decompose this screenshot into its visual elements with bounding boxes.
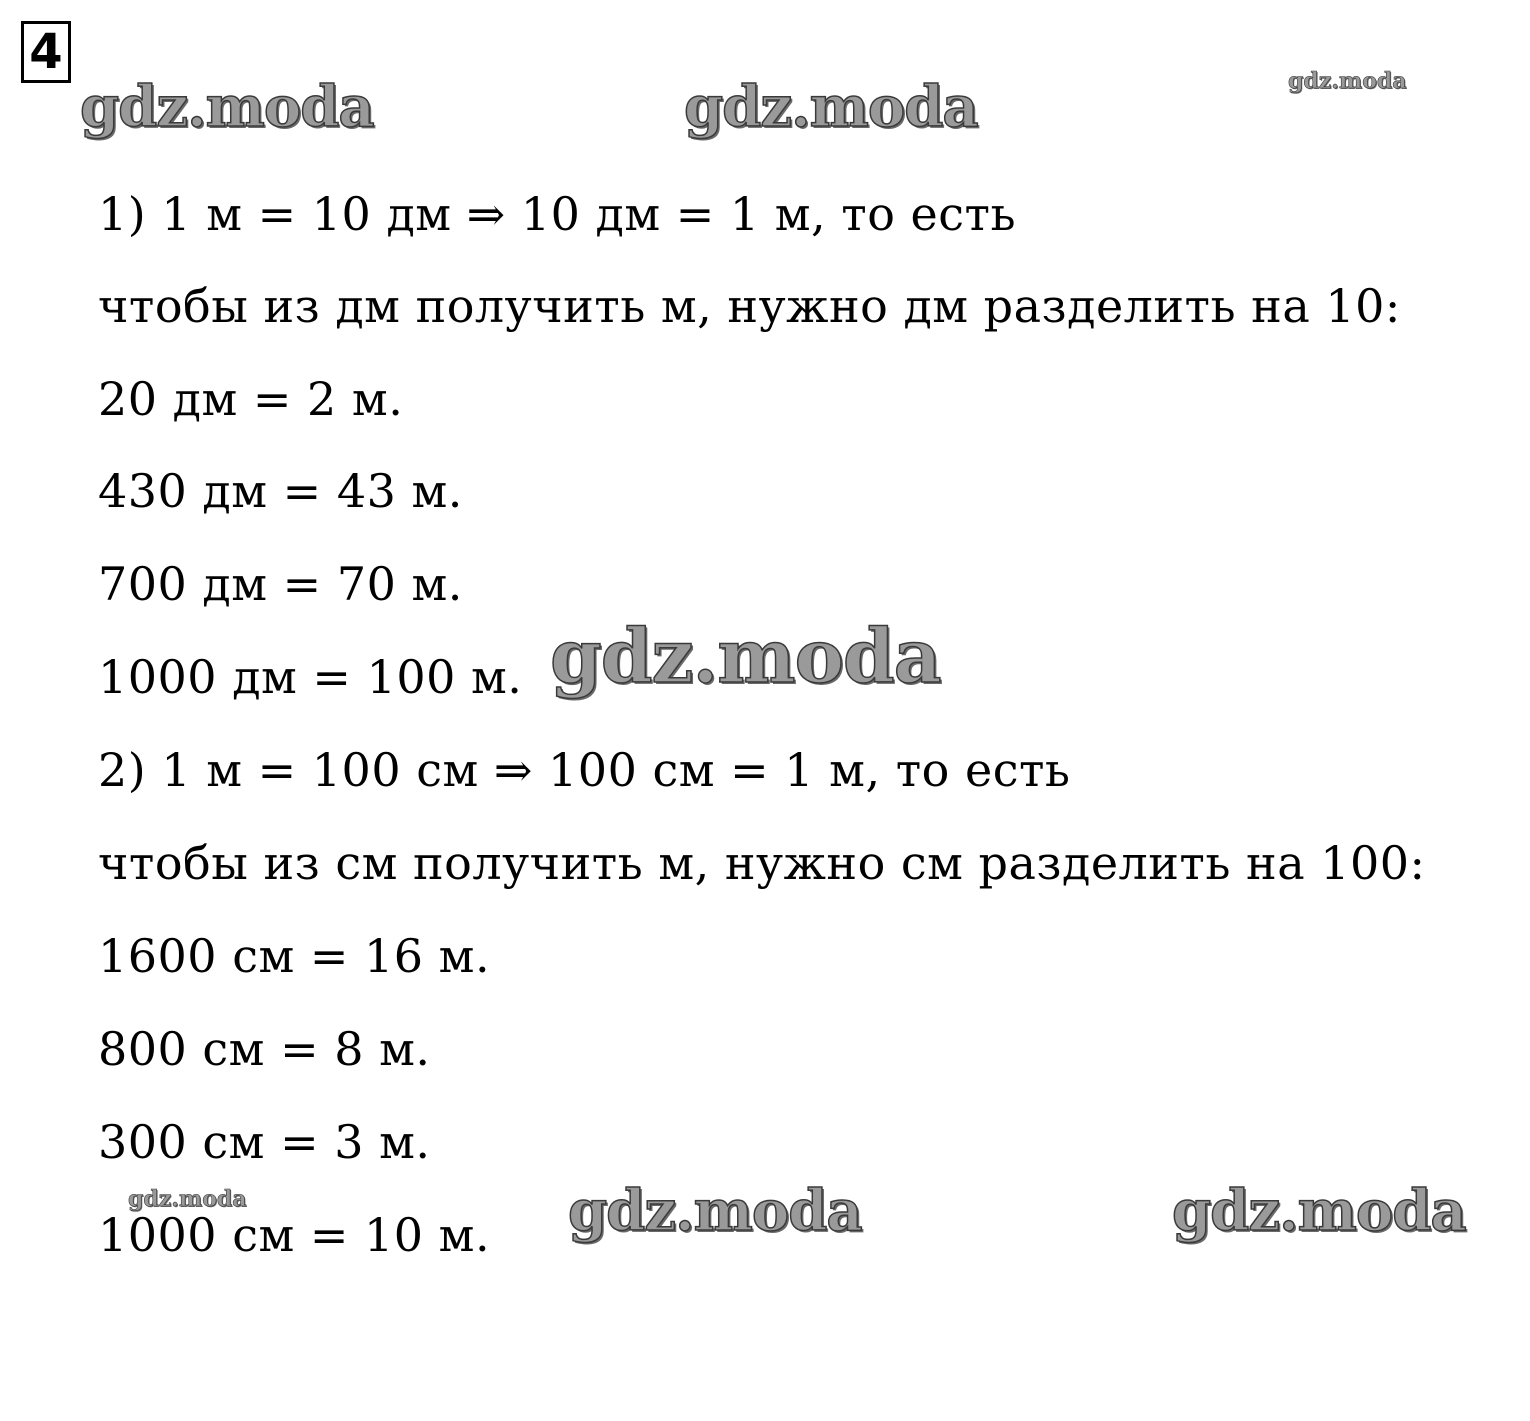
- watermark-logo: gdz.moda: [568, 1178, 862, 1244]
- solution-line: 1) 1 м = 10 дм ⇒ 10 дм = 1 м, то есть: [98, 187, 1017, 241]
- solution-line: чтобы из дм получить м, нужно дм разделить на 10:: [98, 279, 1401, 333]
- solution-line: 20 дм = 2 м.: [98, 372, 404, 426]
- solution-line: 700 дм = 70 м.: [98, 557, 463, 611]
- solution-line: чтобы из см получить м, нужно см разделить на 100:: [98, 836, 1426, 890]
- solution-line: 2) 1 м = 100 см ⇒ 100 см = 1 м, то есть: [98, 743, 1071, 797]
- solution-line: 800 см = 8 м.: [98, 1022, 431, 1076]
- watermark-logo: gdz.moda: [80, 74, 374, 140]
- task-number-badge: 4: [21, 21, 71, 83]
- watermark-logo: gdz.moda: [1172, 1178, 1466, 1244]
- solution-line: 300 см = 3 м.: [98, 1115, 431, 1169]
- solution-line: 1600 см = 16 м.: [98, 929, 491, 983]
- solution-line: 430 дм = 43 м.: [98, 464, 463, 518]
- watermark-logo: gdz.moda: [1288, 68, 1407, 94]
- solution-line: 1000 см = 10 м.: [98, 1208, 491, 1262]
- watermark-logo: gdz.moda: [684, 74, 978, 140]
- watermark-logo: gdz.moda: [128, 1186, 247, 1212]
- solution-line: 1000 дм = 100 м.: [98, 650, 523, 704]
- watermark-logo: gdz.moda: [550, 614, 941, 700]
